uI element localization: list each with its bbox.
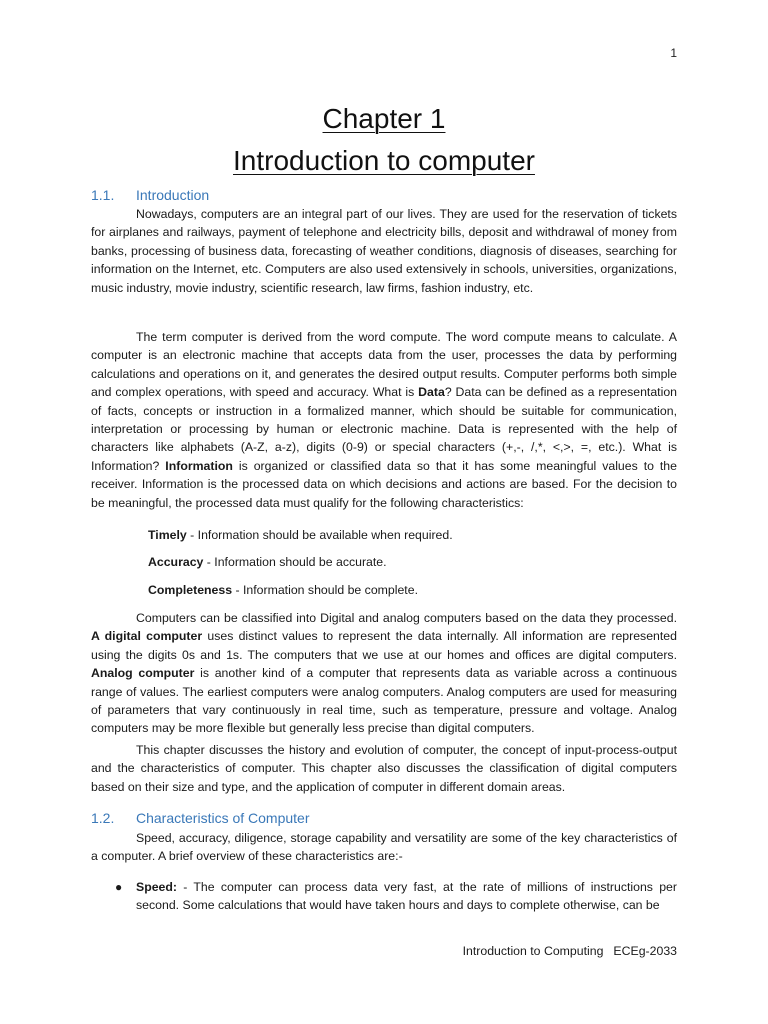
chapter-title: [0, 98, 768, 182]
section-number: 1.1.: [91, 187, 115, 203]
section-title: Introduction: [136, 187, 210, 203]
footer-course-code: ECEg-2033: [613, 944, 677, 958]
intro-paragraph-4: This chapter discusses the history and evolution of computer, the concept of input-process-output and the characteristics of computer. This chapter also discusses the classification of digital computers based on their size and type, and the application of computer in different domain areas.: [91, 743, 677, 794]
footer-course-name: Introduction to Computing: [462, 944, 604, 958]
intro-paragraph-2: The term computer is derived from the word compute. The word compute means to calculate. A computer is an electronic machine that accepts data from the user, processes the data by performing calculations and operations on it, and generates the desired output results. Computer performs both simple and complex operations, with speed and accuracy. What is Data? Data can be defined as a representation of facts, concepts or instruction in a formalized manner, which should be suitable for communication, interpretation or processing by human or electronic machine. Data is represented with the help of characters like alphabets (A-Z, a-z), digits (0-9) or special characters (+,-, /,*, <,>, =, etc.). What is Information? Information is organized or classified data so that it has some meaningful values to the receiver. Information is the processed data on which decisions and actions are based. For the decision to be meaningful, the processed data must qualify for the following characteristics:: [91, 330, 677, 510]
bullet-item-speed: ● Speed: - The computer can process data very fast, at the rate of millions of instructions per second. Some calculations that would have taken hours and days to complete otherwise, can be: [115, 880, 677, 913]
intro-paragraph-1: Nowadays, computers are an integral part of our lives. They are used for the reservation of tickets for airplanes and railways, payment of telephone and electricity bills, deposit and withdrawal of money from banks, processing of business data, forecasting of weather conditions, diagnosis of diseases, searching for information on the Internet, etc. Computers are also used extensively in schools, universities, organizations, music industry, movie industry, scientific research, law firms, fashion industry, etc.: [91, 207, 677, 295]
chapter-number-title: Chapter 1: [322, 103, 446, 134]
page-footer: [463, 944, 677, 958]
characteristic-completeness: Completeness - Information should be complete.: [148, 583, 418, 597]
bullet-icon: ●: [115, 880, 123, 894]
characteristic-accuracy: Accuracy - Information should be accurate.: [148, 555, 387, 569]
section-number: 1.2.: [91, 810, 115, 826]
page-number: 1: [670, 46, 677, 60]
characteristic-timely: Timely - Information should be available when required.: [148, 528, 453, 542]
section-heading-characteristics: [91, 809, 310, 827]
section-title: Characteristics of Computer: [136, 810, 310, 826]
chapter-name-title: Introduction to computer: [233, 145, 535, 176]
characteristics-paragraph: Speed, accuracy, diligence, storage capability and versatility are some of the key characteristics of a computer. A brief overview of these characteristics are:-: [91, 831, 677, 864]
intro-paragraph-3: Computers can be classified into Digital and analog computers based on the data they processed. A digital computer uses distinct values to represent the data internally. All information are represented using the digits 0s and 1s. The computers that we use at our homes and offices are digital computers. Analog computer is another kind of a computer that represents data as variable across a continuous range of values. The earliest computers were analog computers. Analog computers are used for measuring of parameters that vary continuously in real time, such as temperature, pressure and voltage. Analog computers may be more flexible but generally less precise than digital computers.: [91, 611, 677, 736]
section-heading-introduction: [91, 186, 209, 204]
